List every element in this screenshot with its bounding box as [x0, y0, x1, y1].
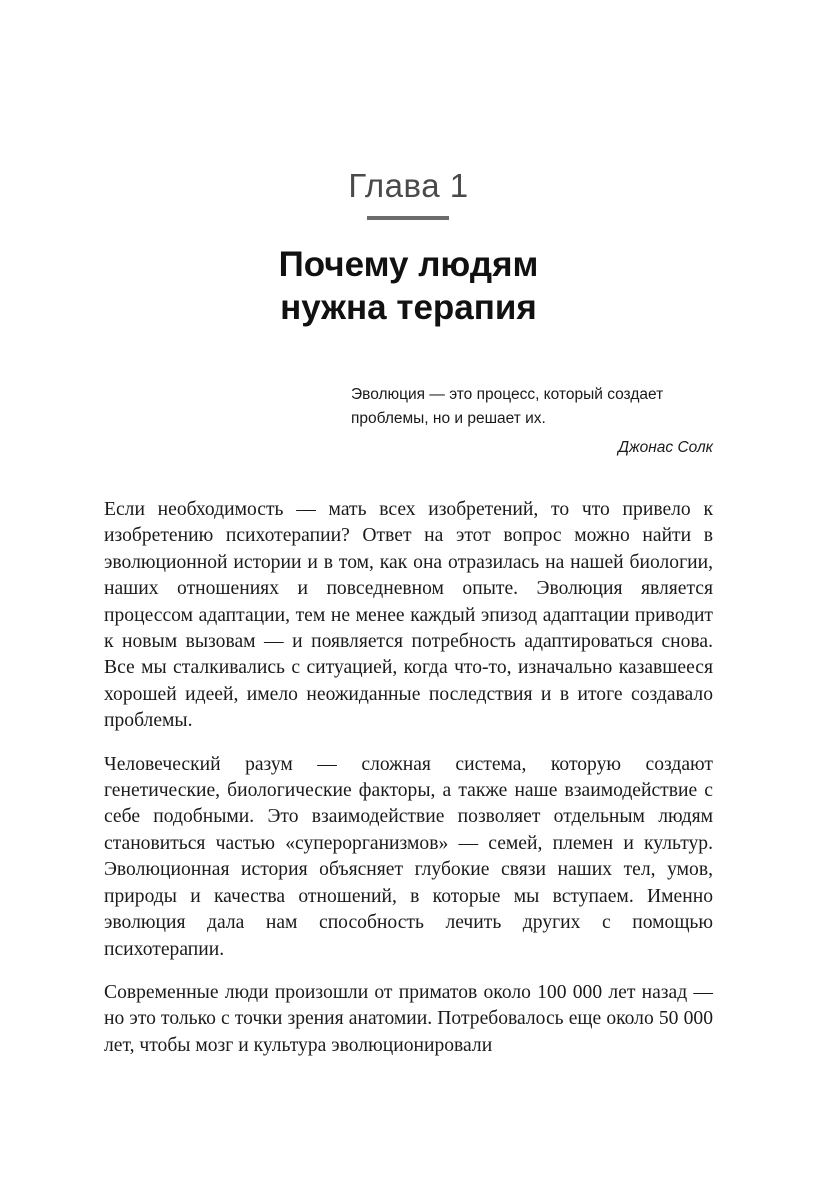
- chapter-divider: [367, 216, 449, 220]
- epigraph-author: Джонас Солк: [618, 439, 713, 456]
- paragraph-3: Современные люди произошли от приматов около 100 000 лет назад — но это только с точки зрения анатомии. Потребовалось еще около 50 000 лет, чтобы мозг и культура эволюционировали: [104, 981, 713, 1056]
- chapter-title-line-1: Почему людям: [278, 245, 539, 284]
- chapter-number: Глава 1: [348, 167, 469, 204]
- body-text: [104, 497, 713, 1076]
- chapter-title-line-2: нужна терапия: [280, 288, 537, 327]
- epigraph-quote: Эволюция — это процесс, который создает проблемы, но и решает их.: [351, 386, 664, 427]
- epigraph: [351, 383, 713, 460]
- paragraph-1: Если необходимость — мать всех изобретений, то что привело к изобретению психотерапии? Ответ на этот вопрос можно найти в эволюционной истории и в том, как она отразилась на нашей биологии, наших отношениях и повседневном опыте. Эволюция является процессом адаптации, тем не менее каждый эпизод адаптации приводит к новым вызовам — и появляется потребность адаптироваться снова. Все мы сталкивались с ситуацией, когда что-то, изначально казавшееся хорошей идеей, имело неожиданные последствия и в итоге создавало проблемы.: [104, 499, 713, 732]
- paragraph-2: Человеческий разум — сложная система, которую создают генетические, биологические факторы, а также наше взаимодействие с себе подобными. Это взаимодействие позволяет отдельным людям становиться частью «суперорганизмов» — семей, племен и культур. Эволюционная история объясняет глубокие связи наших тел, умов, природы и качества отношений, в которые мы вступаем. Именно эволюция дала нам способность лечить других с помощью психотерапии.: [104, 753, 713, 960]
- chapter-title: [0, 243, 817, 329]
